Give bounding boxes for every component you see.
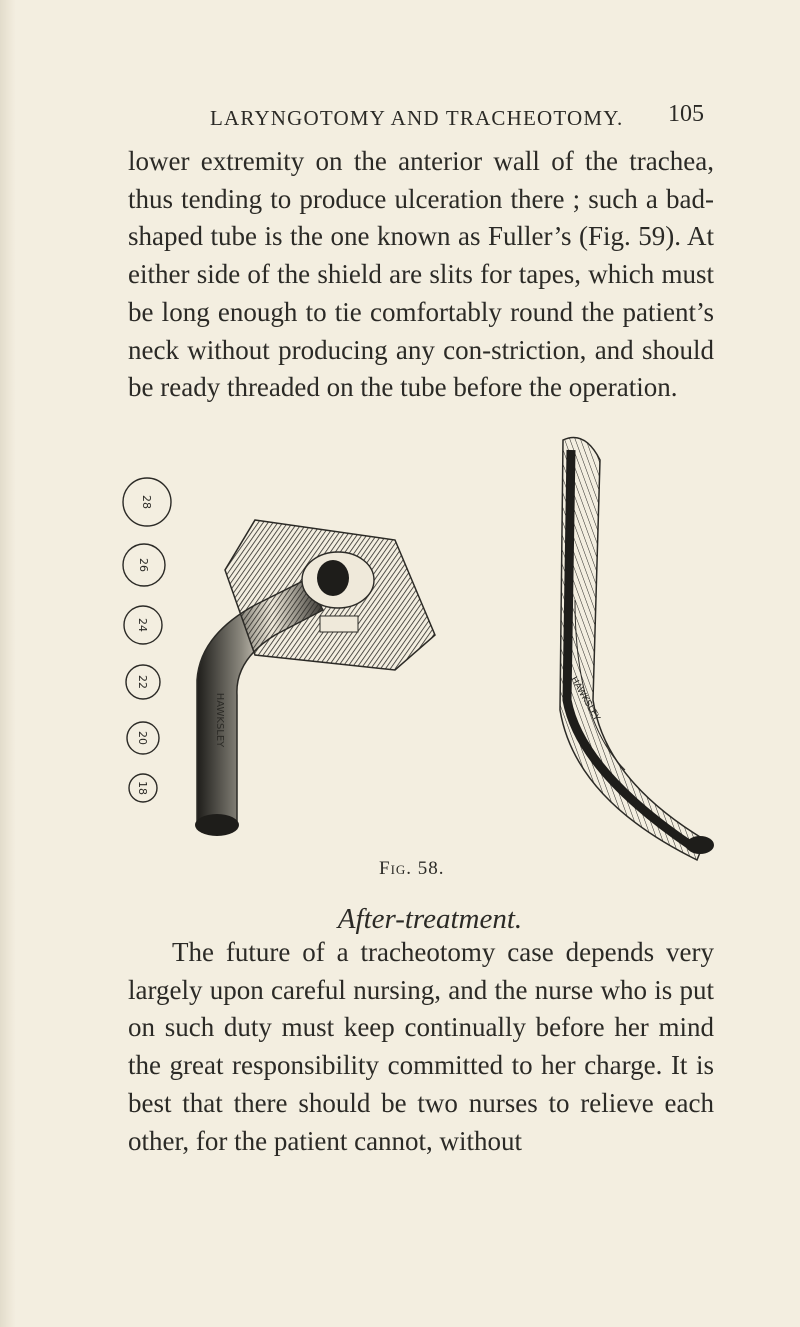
maker-mark-1: HAWKSLEY	[214, 692, 225, 748]
section-heading: After-treatment.	[337, 903, 523, 935]
page-binding-edge	[0, 0, 16, 1327]
gauge-label-6: 18	[136, 781, 149, 795]
page-number: 105	[668, 101, 704, 127]
running-title: LARYNGOTOMY AND TRACHEOTOMY.	[210, 106, 624, 130]
gauge-label-2: 26	[137, 558, 150, 572]
gauge-label-4: 22	[136, 675, 149, 689]
gauge-label-5: 20	[136, 731, 149, 745]
gauge-label-3: 24	[136, 618, 149, 632]
maker-mark-2: HAWKSLEY	[568, 675, 602, 723]
paragraph-1	[128, 143, 714, 407]
gauge-circles	[123, 478, 171, 802]
paragraph-1-text: lower extremity on the anterior wall of the trachea, thus tending to produce ulceration there ; such a bad-shaped tube is the one known as Fuller’s (Fig. 59). At either side of the shield are slits for tapes, which must be long enough to tie comfortably round the patient’s neck without producing any con-striction, and should be ready threaded on the tube before the operation.	[128, 146, 714, 403]
paragraph-2-text: The future of a tracheotomy case depends very largely upon careful nursing, and the nurse who is put on such duty must keep continually before her mind the great responsibility committed to her charge. It is best that there should be two nurses to relieve each other, for the patient cannot, without	[128, 937, 714, 1156]
tracheotomy-tube-figure	[105, 420, 725, 870]
gauge-label-1: 28	[140, 495, 153, 509]
figure-illustration	[105, 420, 725, 870]
curved-cannula-drawing	[560, 438, 714, 861]
figure-caption: Fig. 58.	[379, 858, 445, 879]
paragraph-2	[128, 934, 714, 1160]
angled-tube-drawing	[195, 520, 435, 836]
gauge-labels	[136, 495, 153, 795]
